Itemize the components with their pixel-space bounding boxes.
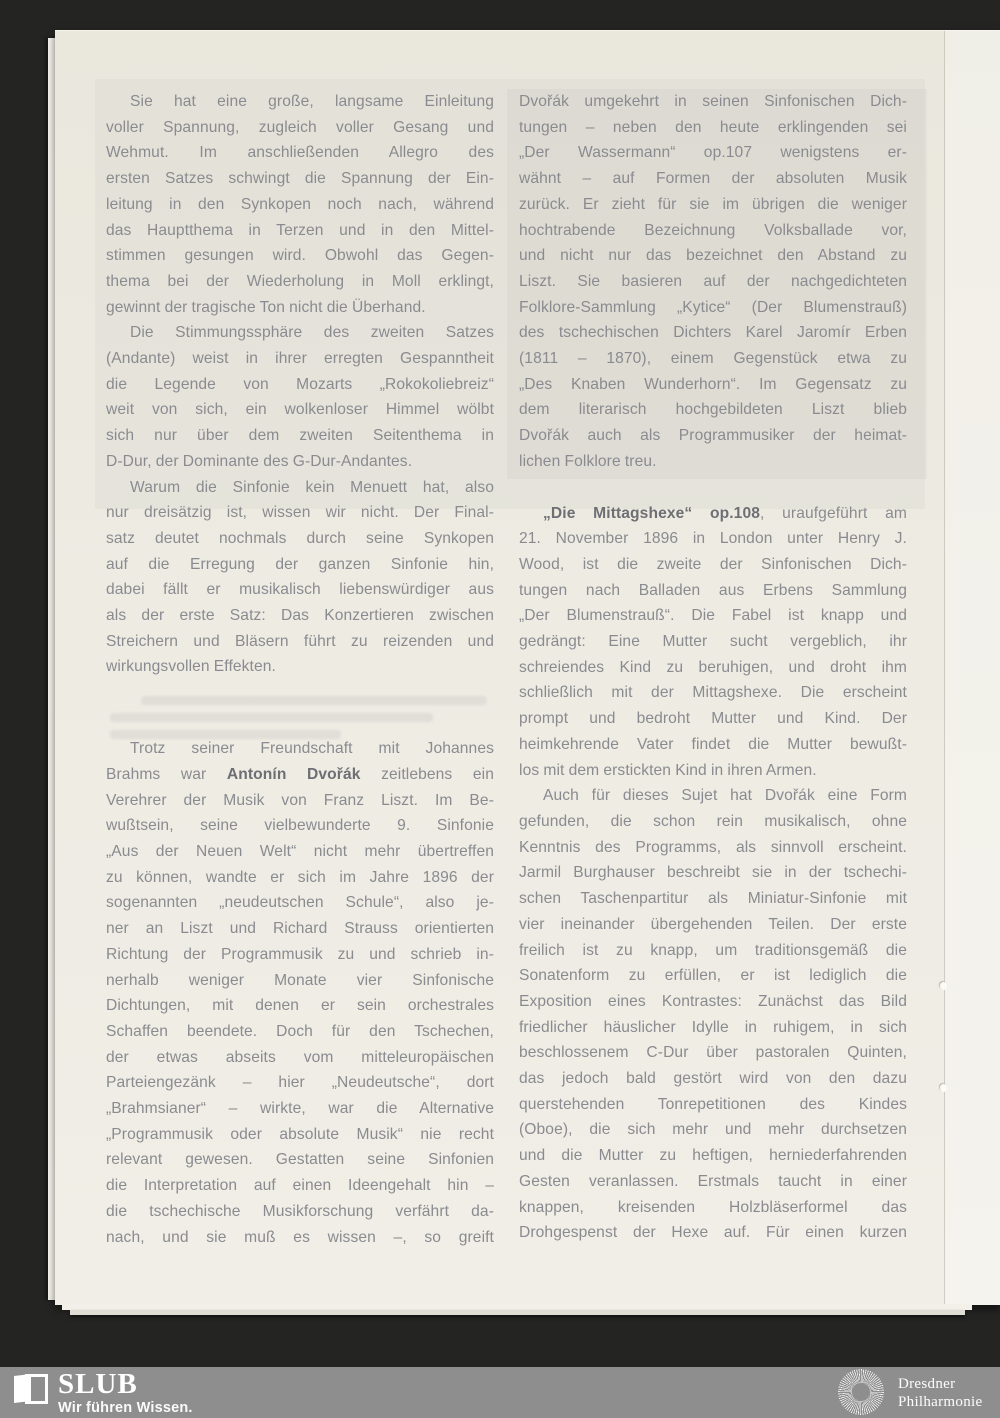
text-line: friedlicher häuslicher Idylle in ruhigem, in sich [519, 1018, 907, 1036]
text-line: zu können, wandte er sich im Jahre 1896 der [106, 868, 494, 886]
text-line: hochtrabende Bezeichnung Volksballade vor, [519, 221, 907, 239]
text-line: Trotz seiner Freundschaft mit Johannes [130, 740, 494, 758]
text-line: „Brahmsianer“ – wirkte, war die Alternative [106, 1100, 494, 1118]
text-line: Auch für dieses Sujet hat Dvořák eine Form [543, 787, 907, 805]
text-column-right [519, 89, 907, 1246]
text-line: die Legende von Mozarts „Rokokoliebreiz“ [106, 375, 494, 393]
philharmonie-wordmark: Dresdner Philharmonie [898, 1376, 983, 1410]
scanned-page [55, 30, 1000, 1305]
viewer-footer [0, 1367, 1000, 1418]
text-line: die tschechische Musikforschung verfährt da- [106, 1202, 494, 1220]
text-line: gefunden, die schon rein musikalisch, ohne [519, 812, 907, 830]
text-line: beschlossenem C-Dur über pastoralen Quinten, [519, 1044, 907, 1062]
text-line: „Der Blumenstrauß“. Die Fabel ist knapp und [519, 607, 907, 625]
page-fold-highlight [945, 31, 1000, 1305]
text-line: schen Taschenpartitur als Miniatur-Sinfonie mit [519, 890, 907, 908]
text-line: gedrängt: Eine Mutter sucht vergeblich, ihr [519, 633, 907, 651]
text-line: vier ineinander übergehenden Teilen. Der erste [519, 915, 907, 933]
text-line: „Aus der Neuen Welt“ nicht mehr übertreffen [106, 842, 494, 860]
text-line: nerhalb weniger Monate vier Sinfonische [106, 971, 494, 989]
text-line: und die Mutter zu heftigen, herniederfahrenden [519, 1147, 907, 1165]
text-line: lichen Folklore treu. [519, 452, 657, 470]
text-line: des tschechischen Dichters Karel Jaromír Erben [519, 324, 907, 342]
text-line: das jedoch bald gestört wird von den dazu [519, 1070, 907, 1088]
text-line: Sie hat eine große, langsame Einleitung [130, 93, 494, 110]
paragraph [106, 89, 494, 320]
text-line: nach, und sie muß es wissen –, so greift [106, 1228, 494, 1246]
text-line: sich nur über dem zweiten Seitenthema in [106, 427, 494, 445]
text-line: nur dreisätzig ist, wissen wir nicht. Der Final- [106, 504, 494, 522]
text-line: Exposition eines Kontrastes: Zunächst das Bild [519, 992, 907, 1010]
text-line: als der erste Satz: Das Konzertieren zwischen [106, 607, 494, 625]
text-line: auf die Erregung der ganzen Sinfonie hin, [106, 555, 494, 573]
staple-hole [940, 1084, 947, 1092]
text-line: (1811 – 1870), einem Gegenstück etwa zu [519, 350, 907, 368]
text-line: der etwas abseits vom mitteleuropäischen [106, 1048, 494, 1066]
text-line: „Der Wassermann“ op.107 wenigstens er- [519, 144, 907, 162]
text-line: Streichern und Bläsern führt zu reizenden und [106, 632, 494, 650]
text-line: tungen nach Balladen aus Erbens Sammlung [519, 581, 907, 599]
text-line: Gesten veranlassen. Erstmals taucht in einer [519, 1172, 907, 1190]
text-line: Liszt. Sie basieren auf der nachgedichteten [519, 272, 907, 290]
paragraph [106, 320, 494, 474]
text-line: thema bei der Wiederholung in Moll erklingt, [106, 272, 494, 290]
text-line: wußtsein, seine vielbewunderte 9. Sinfonie [106, 817, 494, 835]
paragraph [519, 783, 907, 1246]
text-line: „Die Mittagshexe“ op.108, uraufgeführt am [543, 504, 907, 522]
text-line: ner an Liszt und Richard Strauss orientierten [106, 920, 494, 938]
text-line: Parteiengezänk – hier „Neudeutsche“, dort [106, 1074, 494, 1092]
text-line: 21. November 1896 in London unter Henry J. [519, 530, 907, 548]
slub-wordmark: SLUB [58, 1368, 138, 1400]
text-line: Wood, ist die zweite der Sinfonischen Dich- [519, 555, 907, 573]
text-line: knappen, kreisenden Holzbläserformel das [519, 1198, 907, 1216]
staple-hole [940, 982, 947, 990]
text-line: D-Dur, der Dominante des G-Dur-Andantes. [106, 452, 413, 470]
text-line: Dichtungen, mit denen er sein orchestrales [106, 997, 494, 1015]
text-line: dabei fällt er musikalisch liebenswürdiger aus [106, 581, 494, 599]
text-line: Die Stimmungssphäre des zweiten Satzes [130, 324, 494, 342]
text-line: freilich ist zu knapp, um traditionsgemäß die [519, 941, 907, 959]
text-line: zurück. Er zieht für sie im übrigen die weniger [519, 195, 907, 213]
text-line: Richtung der Programmusik zu und schrieb in- [106, 945, 494, 963]
sunburst-icon [838, 1369, 884, 1415]
text-line: wähnt – auf Formen der absoluten Musik [519, 170, 907, 188]
text-line: voller Spannung, zugleich voller Gesang und [106, 118, 494, 136]
text-line: los mit dem erstickten Kind in ihren Armen. [519, 761, 817, 779]
text-line: Warum die Sinfonie kein Menuett hat, also [130, 478, 494, 496]
text-line: Brahms war Antonín Dvořák zeitlebens ein [106, 765, 494, 783]
text-line: schreiendes Kind zu beruhigen, und droht ihm [519, 658, 907, 676]
text-line: Wehmut. Im anschließenden Allegro des [106, 144, 494, 162]
paragraph [106, 736, 494, 1250]
text-line: satz deutet nochmals durch seine Synkopen [106, 529, 494, 547]
paragraph [106, 475, 494, 681]
text-line: relevant gewesen. Gestatten seine Sinfonien [106, 1151, 494, 1169]
text-line: gewinnt der tragische Ton nicht die Überhand. [106, 298, 426, 316]
text-line: sogenannten „neudeutschen Schule“, also je- [106, 894, 494, 912]
text-line: heimkehrende Vater findet die Mutter bewußt- [519, 735, 907, 753]
text-line: Folklore-Sammlung „Kytice“ (Der Blumenstrauß) [519, 298, 907, 316]
slub-tagline: Wir führen Wissen. [58, 1400, 193, 1416]
text-line: „Des Knaben Wunderhorn“. Im Gegensatz zu [519, 375, 907, 393]
dresdner-philharmonie-logo[interactable] [838, 1369, 998, 1417]
text-line: prompt und bedroht Mutter und Kind. Der [519, 710, 907, 728]
text-line: das Hauptthema in Terzen und in den Mittel- [106, 221, 494, 239]
text-line: Kenntnis des Programms, als sinnvoll erscheint. [519, 838, 907, 856]
text-line: Verehrer der Musik von Franz Liszt. Im Be- [106, 791, 494, 809]
text-line: Sonatenform zu erfüllen, er ist lediglich die [519, 967, 907, 985]
text-line: stimmen gesungen wird. Obwohl das Gegen- [106, 247, 494, 265]
page-stack-edge [70, 1310, 965, 1315]
text-line: Jarmil Burghauser beschreibt sie in der tschechi- [519, 864, 907, 882]
slub-logo[interactable] [14, 1370, 234, 1416]
text-line: leitung in den Synkopen noch nach, während [106, 195, 494, 213]
text-line: (Andante) weist in ihrer erregten Gespanntheit [106, 350, 494, 368]
text-column-left [106, 89, 494, 1250]
text-line: „Programmusik oder absolute Musik“ nie recht [106, 1125, 494, 1143]
text-line: schließlich mit der Mittagshexe. Die erscheint [519, 684, 907, 702]
paragraph [519, 501, 907, 784]
fold-crease [944, 31, 945, 1305]
text-line: Schaffen beendete. Doch für den Tschechen, [106, 1022, 494, 1040]
text-line: (Oboe), die sich mehr und mehr durchsetzen [519, 1121, 907, 1139]
text-line: Dvořák umgekehrt in seinen Sinfonischen Dich- [519, 93, 907, 110]
text-line: wirkungsvollen Effekten. [106, 658, 276, 676]
text-line: weit von sich, ein wolkenloser Himmel wölbt [106, 401, 494, 419]
text-line: tungen – neben den heute erklingenden sei [519, 118, 907, 136]
text-line: Dvořák auch als Programmusiker der heimat- [519, 427, 907, 445]
text-line: dem literarisch hochgebildeten Liszt blieb [519, 401, 907, 419]
paragraph [519, 89, 907, 475]
text-line: und nicht nur das bezeichnet den Abstand zu [519, 247, 907, 265]
open-book-icon [14, 1374, 48, 1407]
text-line: querstehenden Tonrepetitionen des Kindes [519, 1095, 907, 1113]
text-line: Drohgespenst der Hexe auf. Für einen kurzen [519, 1224, 907, 1242]
text-line: ersten Satzes schwingt die Spannung der Ein- [106, 170, 494, 188]
text-line: die Interpretation auf einen Ideengehalt hin – [106, 1177, 494, 1195]
